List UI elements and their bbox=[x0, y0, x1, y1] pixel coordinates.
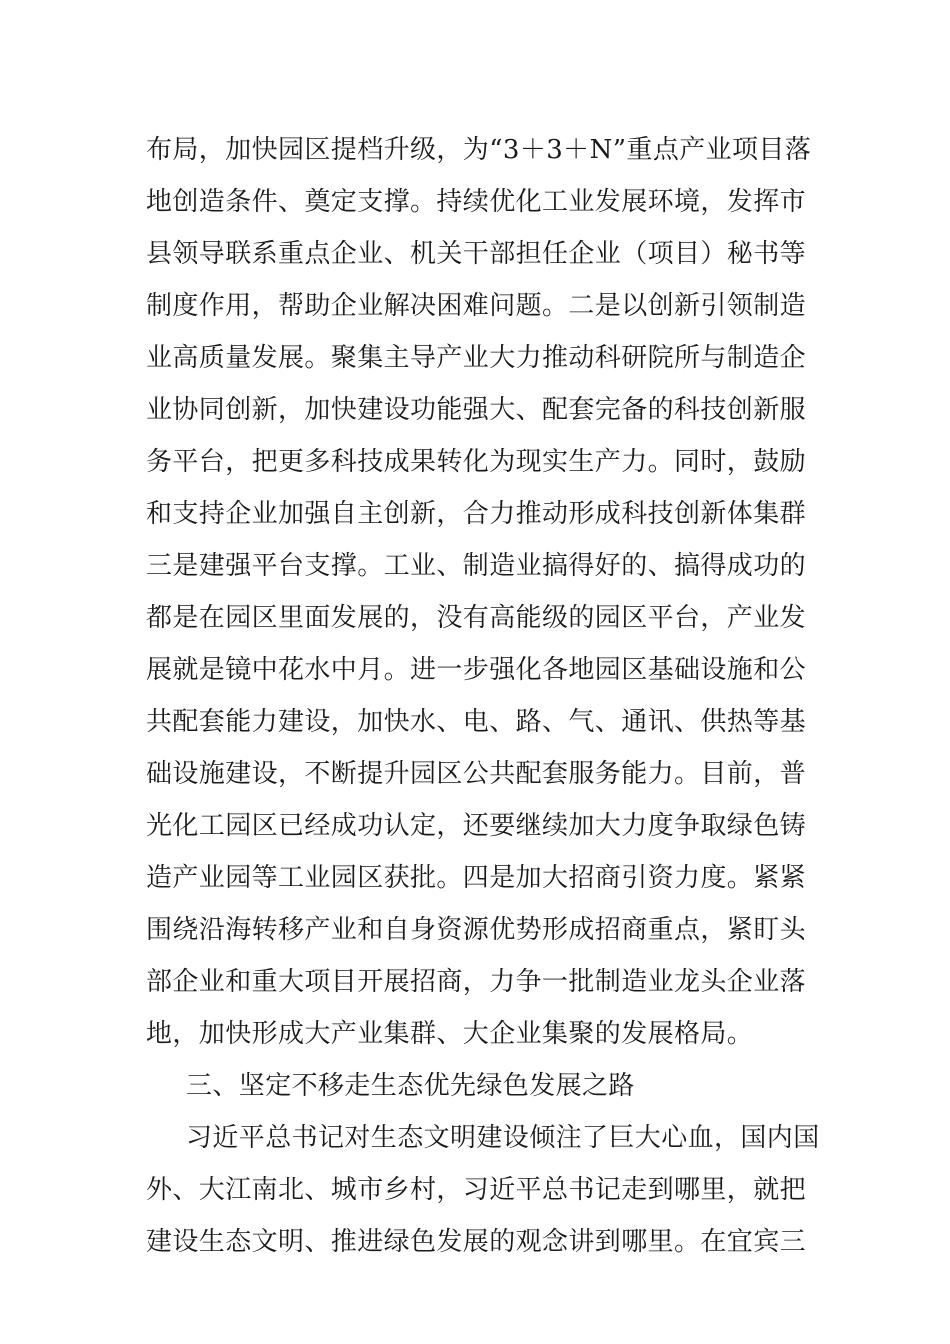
body-text-line: 地创造条件、奠定支撑。持续优化工业发展环境，发挥市 bbox=[146, 187, 807, 217]
body-text-line: 县领导联系重点企业、机关干部担任企业（项目）秘书等 bbox=[146, 239, 807, 269]
body-text-line: 制度作用，帮助企业解决困难问题。二是以创新引领制造 bbox=[146, 291, 807, 321]
body-text-line: 都是在园区里面发展的，没有高能级的园区平台，产业发 bbox=[146, 603, 807, 633]
body-text-line: 部企业和重大项目开展招商，力争一批制造业龙头企业落 bbox=[146, 967, 807, 997]
body-text-line: 建设生态文明、推进绿色发展的观念讲到哪里。在宜宾三 bbox=[146, 1227, 807, 1257]
body-text-line: 和支持企业加强自主创新，合力推动形成科技创新体集群 bbox=[146, 499, 807, 529]
body-text-line: 光化工园区已经成功认定，还要继续加大力度争取绿色铸 bbox=[146, 811, 807, 841]
body-text-line: 务平台，把更多科技成果转化为现实生产力。同时，鼓励 bbox=[146, 447, 807, 477]
body-text-line: 业协同创新，加快建设功能强大、配套完备的科技创新服 bbox=[146, 395, 807, 425]
body-text-line: 造产业园等工业园区获批。四是加大招商引资力度。紧紧 bbox=[146, 863, 807, 893]
body-text-line: 习近平总书记对生态文明建设倾注了巨大心血，国内国 bbox=[186, 1123, 820, 1153]
body-text-line: 三是建强平台支撑。工业、制造业搞得好的、搞得成功的 bbox=[146, 551, 807, 581]
body-text-line: 展就是镜中花水中月。进一步强化各地园区基础设施和公 bbox=[146, 655, 807, 685]
section-heading: 三、坚定不移走生态优先绿色发展之路 bbox=[186, 1071, 635, 1101]
body-text-line: 布局，加快园区提档升级，为“3＋3＋N”重点产业项目落 bbox=[146, 135, 812, 165]
body-text-line: 共配套能力建设，加快水、电、路、气、通讯、供热等基 bbox=[146, 707, 807, 737]
body-text-line: 业高质量发展。聚集主导产业大力推动科研院所与制造企 bbox=[146, 343, 807, 373]
body-text-line: 外、大江南北、城市乡村，习近平总书记走到哪里，就把 bbox=[146, 1175, 807, 1205]
body-text-line: 地，加快形成大产业集群、大企业集聚的发展格局。 bbox=[146, 1019, 754, 1049]
body-text-line: 围绕沿海转移产业和自身资源优势形成招商重点，紧盯头 bbox=[146, 915, 807, 945]
body-text-line: 础设施建设，不断提升园区公共配套服务能力。目前，普 bbox=[146, 759, 807, 789]
